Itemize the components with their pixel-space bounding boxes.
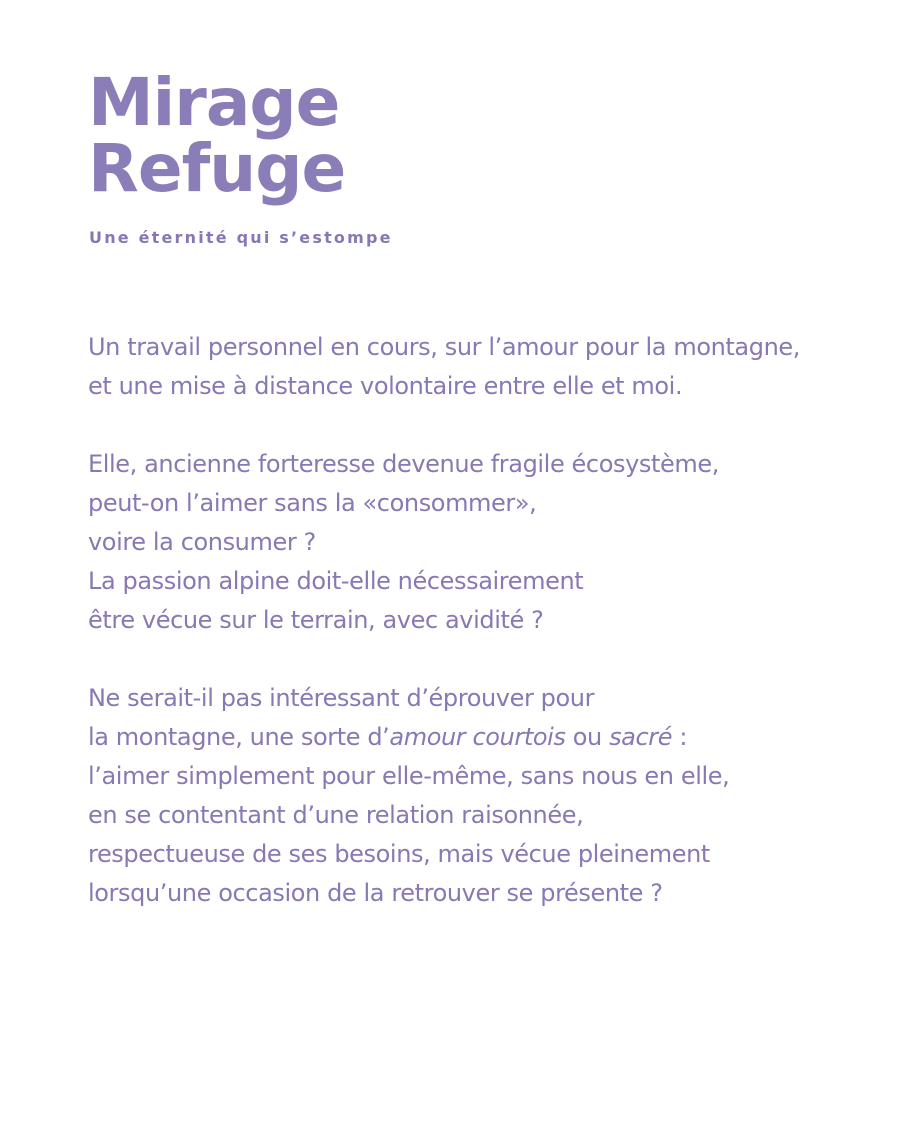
paragraph-line: voire la consumer ? xyxy=(88,528,316,556)
paragraph-line: et une mise à distance volontaire entre elle et moi. xyxy=(88,372,683,400)
emphasis-sacre: sacré xyxy=(609,723,673,751)
paragraph-line: Un travail personnel en cours, sur l’amour pour la montagne, xyxy=(88,333,800,361)
paragraph-line: être vécue sur le terrain, avec avidité ? xyxy=(88,606,544,634)
logo-line-2: Refuge xyxy=(88,130,346,207)
paragraph-2 xyxy=(88,445,848,640)
paragraph-line: Elle, ancienne forteresse devenue fragile écosystème, xyxy=(88,450,719,478)
paragraph-line-mixed xyxy=(88,718,848,757)
paragraph-line: l’aimer simplement pour elle-même, sans nous en elle, xyxy=(88,762,730,790)
paragraph-1 xyxy=(88,328,848,406)
logo xyxy=(88,64,346,207)
paragraph-line: peut-on l’aimer sans la «consommer», xyxy=(88,489,537,517)
paragraph-line: Ne serait-il pas intéressant d’éprouver pour xyxy=(88,684,595,712)
paragraph-3 xyxy=(88,679,848,913)
text-segment: la montagne, une sorte d’ xyxy=(88,723,390,751)
text-segment: : xyxy=(672,723,688,751)
paragraph-line: respectueuse de ses besoins, mais vécue pleinement xyxy=(88,840,710,868)
logo-line-1: Mirage xyxy=(88,64,340,141)
paragraph-line: lorsqu’une occasion de la retrouver se présente ? xyxy=(88,879,663,907)
body-text xyxy=(88,328,848,952)
tagline: Une éternité qui s’estompe xyxy=(89,228,393,247)
paragraph-line: en se contentant d’une relation raisonnée, xyxy=(88,801,584,829)
emphasis-amour-courtois: amour courtois xyxy=(389,723,566,751)
text-segment: ou xyxy=(565,723,610,751)
paragraph-line: La passion alpine doit-elle nécessairement xyxy=(88,567,584,595)
